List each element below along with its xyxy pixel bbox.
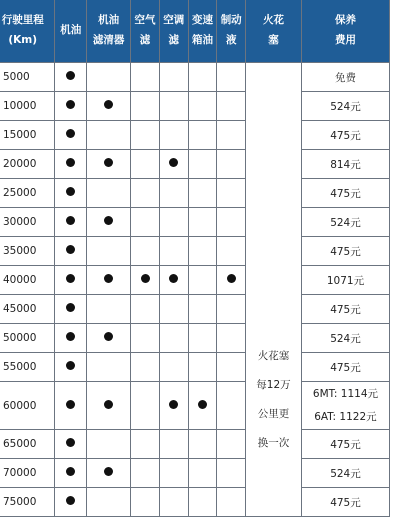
engine-oil-cell [55,353,87,382]
bullet-dot-icon [66,332,75,341]
engine-oil-cell [55,121,87,150]
cost-cell: 475元 [301,353,389,382]
mileage-cell: 20000 [0,150,55,179]
table-row [0,237,390,266]
cost-line: 6AT: 1122元 [314,410,377,423]
trans-oil-cell [188,353,217,382]
bullet-dot-icon [169,158,178,167]
header-oil-filter: 机油 滤清器 [87,0,131,63]
cost-cell: 475元 [301,121,389,150]
bullet-dot-icon [104,332,113,341]
air-filter-cell [131,63,160,92]
brake-fluid-cell [217,92,246,121]
air-filter-cell [131,179,160,208]
air-filter-cell [131,150,160,179]
table-row [0,459,390,488]
air-filter-cell [131,295,160,324]
engine-oil-cell [55,150,87,179]
bullet-dot-icon [104,400,113,409]
engine-oil-cell [55,459,87,488]
air-filter-cell [131,266,160,295]
ac-filter-cell [159,353,188,382]
engine-oil-cell [55,382,87,430]
mileage-cell: 60000 [0,382,55,430]
trans-oil-cell [188,459,217,488]
air-filter-cell [131,459,160,488]
cost-cell: 1071元 [301,266,389,295]
trans-oil-cell [188,121,217,150]
header-mileage: 行驶里程 (Km) [0,0,55,63]
mileage-cell: 45000 [0,295,55,324]
ac-filter-cell [159,266,188,295]
brake-fluid-cell [217,150,246,179]
table-row [0,295,390,324]
brake-fluid-cell [217,208,246,237]
oil-filter-cell [87,488,131,517]
cost-cell: 475元 [301,237,389,266]
oil-filter-cell [87,459,131,488]
air-filter-cell [131,92,160,121]
air-filter-cell [131,324,160,353]
trans-oil-cell [188,430,217,459]
spark-plug-note-cell [246,63,302,517]
bullet-dot-icon [104,100,113,109]
bullet-dot-icon [104,158,113,167]
air-filter-cell [131,382,160,430]
oil-filter-cell [87,382,131,430]
bullet-dot-icon [66,496,75,505]
bullet-dot-icon [66,245,75,254]
header-cost: 保养 费用 [301,0,389,63]
cost-cell: 475元 [301,295,389,324]
ac-filter-cell [159,488,188,517]
cost-cell: 524元 [301,92,389,121]
bullet-dot-icon [104,467,113,476]
bullet-dot-icon [198,400,207,409]
bullet-dot-icon [66,100,75,109]
cost-cell: 475元 [301,488,389,517]
oil-filter-cell [87,179,131,208]
table-row [0,324,390,353]
table-row [0,63,390,92]
header-engine-oil: 机油 [55,0,87,63]
bullet-dot-icon [66,216,75,225]
ac-filter-cell [159,237,188,266]
header-brake-fluid: 制动 液 [217,0,246,63]
table-row [0,92,390,121]
trans-oil-cell [188,150,217,179]
header-ac-filter: 空调 滤 [159,0,188,63]
header-row [0,0,390,63]
oil-filter-cell [87,295,131,324]
table-row [0,353,390,382]
ac-filter-cell [159,295,188,324]
oil-filter-cell [87,324,131,353]
oil-filter-cell [87,237,131,266]
mileage-cell: 25000 [0,179,55,208]
mileage-cell: 15000 [0,121,55,150]
trans-oil-cell [188,324,217,353]
cost-cell: 814元 [301,150,389,179]
table-row [0,179,390,208]
trans-oil-cell [188,488,217,517]
engine-oil-cell [55,295,87,324]
header-spark-plug: 火花 塞 [246,0,302,63]
brake-fluid-cell [217,121,246,150]
ac-filter-cell [159,430,188,459]
trans-oil-cell [188,237,217,266]
table-body [0,63,390,517]
oil-filter-cell [87,266,131,295]
bullet-dot-icon [169,274,178,283]
bullet-dot-icon [66,187,75,196]
brake-fluid-cell [217,179,246,208]
bullet-dot-icon [104,216,113,225]
air-filter-cell [131,488,160,517]
oil-filter-cell [87,63,131,92]
mileage-cell: 40000 [0,266,55,295]
table-row [0,121,390,150]
ac-filter-cell [159,208,188,237]
mileage-cell: 75000 [0,488,55,517]
bullet-dot-icon [104,274,113,283]
air-filter-cell [131,121,160,150]
engine-oil-cell [55,92,87,121]
trans-oil-cell [188,92,217,121]
header-transmission-oil: 变速 箱油 [188,0,217,63]
air-filter-cell [131,208,160,237]
spark-plug-note-line: 每12万 [256,378,291,391]
brake-fluid-cell [217,324,246,353]
engine-oil-cell [55,488,87,517]
air-filter-cell [131,237,160,266]
ac-filter-cell [159,121,188,150]
trans-oil-cell [188,179,217,208]
bullet-dot-icon [66,467,75,476]
oil-filter-cell [87,121,131,150]
brake-fluid-cell [217,488,246,517]
ac-filter-cell [159,459,188,488]
mileage-cell: 55000 [0,353,55,382]
spark-plug-note-line: 火花塞 [257,349,290,362]
trans-oil-cell [188,63,217,92]
brake-fluid-cell [217,295,246,324]
bullet-dot-icon [66,303,75,312]
trans-oil-cell [188,295,217,324]
bullet-dot-icon [169,400,178,409]
cost-cell [301,382,389,430]
bullet-dot-icon [227,274,236,283]
engine-oil-cell [55,63,87,92]
oil-filter-cell [87,208,131,237]
ac-filter-cell [159,63,188,92]
table-row [0,150,390,179]
engine-oil-cell [55,208,87,237]
bullet-dot-icon [66,400,75,409]
bullet-dot-icon [66,158,75,167]
air-filter-cell [131,353,160,382]
trans-oil-cell [188,382,217,430]
spark-plug-note-line: 换一次 [257,436,290,449]
brake-fluid-cell [217,382,246,430]
brake-fluid-cell [217,237,246,266]
mileage-cell: 65000 [0,430,55,459]
cost-cell: 524元 [301,324,389,353]
table-row [0,208,390,237]
brake-fluid-cell [217,353,246,382]
table-row [0,430,390,459]
oil-filter-cell [87,353,131,382]
mileage-cell: 10000 [0,92,55,121]
table-row [0,266,390,295]
brake-fluid-cell [217,63,246,92]
air-filter-cell [131,430,160,459]
trans-oil-cell [188,266,217,295]
ac-filter-cell [159,382,188,430]
bullet-dot-icon [66,274,75,283]
mileage-cell: 70000 [0,459,55,488]
engine-oil-cell [55,266,87,295]
bullet-dot-icon [66,438,75,447]
oil-filter-cell [87,92,131,121]
ac-filter-cell [159,92,188,121]
cost-cell: 475元 [301,430,389,459]
mileage-cell: 30000 [0,208,55,237]
cost-cell: 524元 [301,459,389,488]
cost-line: 6MT: 1114元 [312,387,379,400]
trans-oil-cell [188,208,217,237]
bullet-dot-icon [141,274,150,283]
engine-oil-cell [55,324,87,353]
oil-filter-cell [87,150,131,179]
ac-filter-cell [159,179,188,208]
spark-plug-note-line: 公里更 [257,407,290,420]
table-row [0,382,390,430]
engine-oil-cell [55,179,87,208]
ac-filter-cell [159,150,188,179]
brake-fluid-cell [217,266,246,295]
brake-fluid-cell [217,430,246,459]
bullet-dot-icon [66,129,75,138]
mileage-cell: 5000 [0,63,55,92]
brake-fluid-cell [217,459,246,488]
cost-cell: 475元 [301,179,389,208]
mileage-cell: 35000 [0,237,55,266]
ac-filter-cell [159,324,188,353]
bullet-dot-icon [66,361,75,370]
oil-filter-cell [87,430,131,459]
cost-cell: 524元 [301,208,389,237]
table-row [0,488,390,517]
bullet-dot-icon [66,71,75,80]
engine-oil-cell [55,237,87,266]
header-air-filter: 空气 滤 [131,0,160,63]
mileage-cell: 50000 [0,324,55,353]
engine-oil-cell [55,430,87,459]
cost-cell: 免费 [301,63,389,92]
